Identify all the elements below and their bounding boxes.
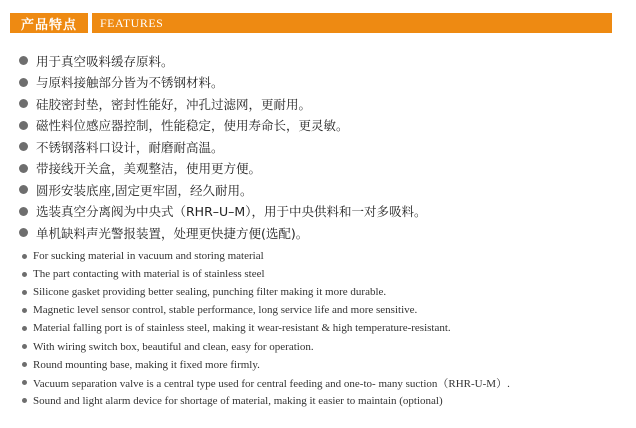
bullet-icon bbox=[22, 362, 27, 367]
feature-item-en bbox=[22, 283, 510, 301]
feature-item-cn bbox=[19, 179, 426, 201]
section-title-cn: 产品特点 bbox=[20, 17, 77, 33]
bullet-icon bbox=[22, 398, 27, 403]
feature-item-cn bbox=[19, 93, 426, 115]
feature-list-en bbox=[22, 247, 510, 410]
bullet-icon bbox=[19, 207, 28, 216]
feature-text-en: Magnetic level sensor control, stable performance, long service life and more sensitive. bbox=[33, 304, 418, 317]
feature-text-en: Material falling port is of stainless steel, making it wear-resistant & high temperature-resistant. bbox=[33, 322, 451, 335]
section-header bbox=[10, 13, 612, 33]
bullet-icon bbox=[22, 308, 27, 313]
bullet-icon bbox=[22, 272, 27, 277]
feature-list-cn bbox=[19, 50, 426, 244]
feature-text-cn: 用于真空吸料缓存原料。 bbox=[36, 53, 174, 69]
feature-text-en: Vacuum separation valve is a central type used for central feeding and one-to- many suction（RHR-U-M）. bbox=[33, 377, 510, 390]
bullet-icon bbox=[19, 185, 28, 194]
feature-text-cn: 单机缺料声光警报装置，处理更快捷方便(选配)。 bbox=[36, 225, 309, 241]
bullet-icon bbox=[22, 326, 27, 331]
feature-text-en: With wiring switch box, beautiful and clean, easy for operation. bbox=[33, 340, 314, 353]
bullet-icon bbox=[22, 254, 27, 259]
feature-item-cn bbox=[19, 115, 426, 137]
feature-text-cn: 选装真空分离阀为中央式（RHR–U–M），用于中央供料和一对多吸料。 bbox=[36, 204, 427, 220]
feature-text-cn: 带接线开关盒，美观整洁，使用更方便。 bbox=[36, 161, 262, 177]
feature-item-en bbox=[22, 265, 510, 283]
feature-text-en: Sound and light alarm device for shortage of material, making it easier to maintain (optional) bbox=[33, 394, 443, 407]
feature-text-en: The part contacting with material is of stainless steel bbox=[33, 268, 265, 281]
feature-text-en: For sucking material in vacuum and storing material bbox=[33, 250, 264, 263]
feature-item-en bbox=[22, 319, 510, 337]
bullet-icon bbox=[19, 99, 28, 108]
bullet-icon bbox=[22, 290, 27, 295]
feature-item-cn bbox=[19, 136, 426, 158]
feature-text-cn: 磁性料位感应器控制，性能稳定，使用寿命长，更灵敏。 bbox=[36, 118, 349, 134]
feature-item-cn bbox=[19, 50, 426, 72]
feature-item-en bbox=[22, 374, 510, 392]
bullet-icon bbox=[19, 164, 28, 173]
feature-item-cn bbox=[19, 201, 426, 223]
bullet-icon bbox=[22, 380, 27, 385]
feature-text-cn: 硅胶密封垫，密封性能好，冲孔过滤网，更耐用。 bbox=[36, 96, 312, 112]
bullet-icon bbox=[19, 56, 28, 65]
bullet-icon bbox=[19, 78, 28, 87]
feature-text-cn: 与原料接触部分皆为不锈钢材料。 bbox=[36, 75, 224, 91]
feature-text-en: Round mounting base, making it fixed more firmly. bbox=[33, 358, 260, 371]
bullet-icon bbox=[19, 228, 28, 237]
feature-item-en bbox=[22, 247, 510, 265]
feature-text-cn: 不锈钢落料口设计，耐磨耐高温。 bbox=[36, 139, 224, 155]
section-title-en: FEATURES bbox=[100, 15, 164, 30]
bullet-icon bbox=[22, 344, 27, 349]
feature-text-en: Silicone gasket providing better sealing, punching filter making it more durable. bbox=[33, 286, 387, 299]
feature-text-cn: 圆形安装底座,固定更牢固，经久耐用。 bbox=[36, 182, 253, 198]
feature-item-en bbox=[22, 356, 510, 374]
bullet-icon bbox=[19, 121, 28, 130]
feature-item-cn bbox=[19, 72, 426, 94]
feature-item-en bbox=[22, 392, 510, 410]
feature-item-en bbox=[22, 337, 510, 355]
bullet-icon bbox=[19, 142, 28, 151]
feature-item-cn bbox=[19, 222, 426, 244]
feature-item-cn bbox=[19, 158, 426, 180]
feature-item-en bbox=[22, 301, 510, 319]
